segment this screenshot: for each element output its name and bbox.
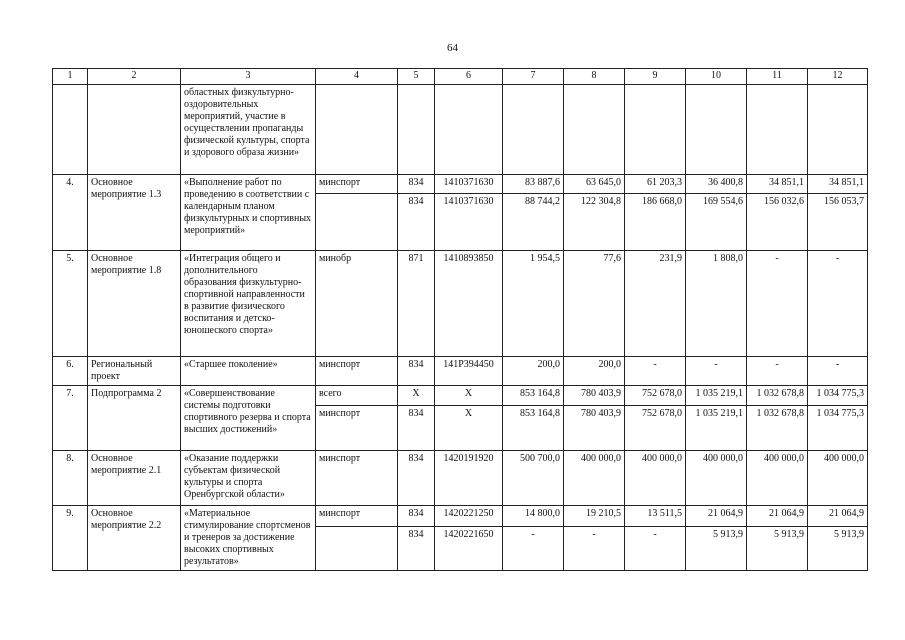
table-row [53,386,868,406]
executor: минспорт [316,451,398,506]
amount: 752 678,0 [625,386,686,406]
row-number: 5. [53,251,88,357]
amount: - [564,526,625,570]
budget-class-code: 1410371630 [435,194,503,251]
amount [564,85,625,175]
amount: 853 164,8 [503,386,564,406]
amount [686,85,747,175]
executor [316,194,398,251]
header-cell: 7 [503,69,564,85]
budget-class-code: 1420221650 [435,526,503,570]
header-cell: 3 [181,69,316,85]
item-type: Основное мероприятие 1.3 [88,175,181,251]
header-cell: 1 [53,69,88,85]
executor: минобр [316,251,398,357]
executor: минспорт [316,506,398,527]
grbs-code: 834 [398,526,435,570]
grbs-code: 834 [398,406,435,451]
budget-class-code: 1410371630 [435,175,503,194]
executor [316,85,398,175]
amount: 21 064,9 [808,506,868,527]
grbs-code: 834 [398,451,435,506]
amount: 1 808,0 [686,251,747,357]
budget-class-code: 1420191920 [435,451,503,506]
amount: 1 034 775,3 [808,386,868,406]
amount [625,85,686,175]
amount: 21 064,9 [747,506,808,527]
amount: 77,6 [564,251,625,357]
amount: - [808,251,868,357]
amount: 400 000,0 [564,451,625,506]
header-cell: 10 [686,69,747,85]
header-cell: 8 [564,69,625,85]
item-name: «Материальное стимулирование спортсменов и тренеров за достижение высоких спортивных результатов» [181,506,316,571]
table-row [53,451,868,506]
amount: 14 800,0 [503,506,564,527]
amount: 1 035 219,1 [686,386,747,406]
header-cell: 2 [88,69,181,85]
grbs-code: 834 [398,357,435,386]
item-type: Основное мероприятие 1.8 [88,251,181,357]
amount: 88 744,2 [503,194,564,251]
executor: минспорт [316,357,398,386]
grbs-code: 871 [398,251,435,357]
amount: 36 400,8 [686,175,747,194]
amount: 500 700,0 [503,451,564,506]
item-name: «Старшее поколение» [181,357,316,386]
budget-class-code: Х [435,386,503,406]
amount: 156 053,7 [808,194,868,251]
page-number: 64 [447,42,458,54]
amount: - [503,526,564,570]
grbs-code: 834 [398,175,435,194]
amount: - [747,251,808,357]
header-cell: 11 [747,69,808,85]
item-type [88,85,181,175]
amount: 200,0 [564,357,625,386]
header-row [53,69,868,85]
header-cell: 6 [435,69,503,85]
item-type: Региональный проект [88,357,181,386]
amount: 5 913,9 [686,526,747,570]
amount: - [747,357,808,386]
row-number: 9. [53,506,88,571]
executor [316,526,398,570]
amount: 61 203,3 [625,175,686,194]
amount: 400 000,0 [747,451,808,506]
amount: 5 913,9 [808,526,868,570]
executor: минспорт [316,406,398,451]
table-row [53,506,868,527]
amount: 186 668,0 [625,194,686,251]
amount: 122 304,8 [564,194,625,251]
amount: 1 034 775,3 [808,406,868,451]
amount: 34 851,1 [808,175,868,194]
item-type: Подпрограмма 2 [88,386,181,451]
amount: 5 913,9 [747,526,808,570]
amount: 200,0 [503,357,564,386]
amount: 780 403,9 [564,406,625,451]
amount: 752 678,0 [625,406,686,451]
header-cell: 12 [808,69,868,85]
amount: 1 032 678,8 [747,406,808,451]
amount: - [808,357,868,386]
budget-class-code [435,85,503,175]
amount [503,85,564,175]
grbs-code: 834 [398,506,435,527]
item-name: областных физкультурно-оздоровительных мероприятий, участие в осуществлении пропаганды физической культуры, спорта и здорового образа жизни» [181,85,316,175]
amount: - [625,357,686,386]
amount: 400 000,0 [686,451,747,506]
header-cell: 9 [625,69,686,85]
amount: 34 851,1 [747,175,808,194]
item-name: «Совершенствование системы подготовки спортивного резерва и спорта высших достижений» [181,386,316,451]
budget-class-code: 141P394450 [435,357,503,386]
item-name: «Выполнение работ по проведению в соответствии с календарным планом физкультурных и спортивных мероприятий» [181,175,316,251]
table-row [53,85,868,175]
executor: минспорт [316,175,398,194]
amount: 1 035 219,1 [686,406,747,451]
amount: 400 000,0 [625,451,686,506]
table-row [53,251,868,357]
amount: 1 032 678,8 [747,386,808,406]
row-number [53,85,88,175]
row-number: 7. [53,386,88,451]
header-cell: 5 [398,69,435,85]
amount: 63 645,0 [564,175,625,194]
grbs-code: 834 [398,194,435,251]
row-number: 6. [53,357,88,386]
table-row [53,357,868,386]
item-type: Основное мероприятие 2.1 [88,451,181,506]
amount: 83 887,6 [503,175,564,194]
budget-table [52,68,868,571]
amount: 19 210,5 [564,506,625,527]
amount: - [625,526,686,570]
budget-class-code: 1420221250 [435,506,503,527]
amount: 1 954,5 [503,251,564,357]
amount: 13 511,5 [625,506,686,527]
budget-class-code: 1410893850 [435,251,503,357]
amount: - [686,357,747,386]
amount: 780 403,9 [564,386,625,406]
amount: 400 000,0 [808,451,868,506]
amount: 21 064,9 [686,506,747,527]
header-cell: 4 [316,69,398,85]
amount: 156 032,6 [747,194,808,251]
budget-class-code: Х [435,406,503,451]
amount [747,85,808,175]
amount: 231,9 [625,251,686,357]
amount [808,85,868,175]
item-type: Основное мероприятие 2.2 [88,506,181,571]
amount: 853 164,8 [503,406,564,451]
grbs-code [398,85,435,175]
table-row [53,175,868,194]
row-number: 4. [53,175,88,251]
grbs-code: Х [398,386,435,406]
item-name: «Интеграция общего и дополнительного образования физкультурно-спортивной направленности в развитие физического воспитания и детско-юношеского спорта» [181,251,316,357]
item-name: «Оказание поддержки субъектам физической культуры и спорта Оренбургской области» [181,451,316,506]
row-number: 8. [53,451,88,506]
amount: 169 554,6 [686,194,747,251]
executor: всего [316,386,398,406]
